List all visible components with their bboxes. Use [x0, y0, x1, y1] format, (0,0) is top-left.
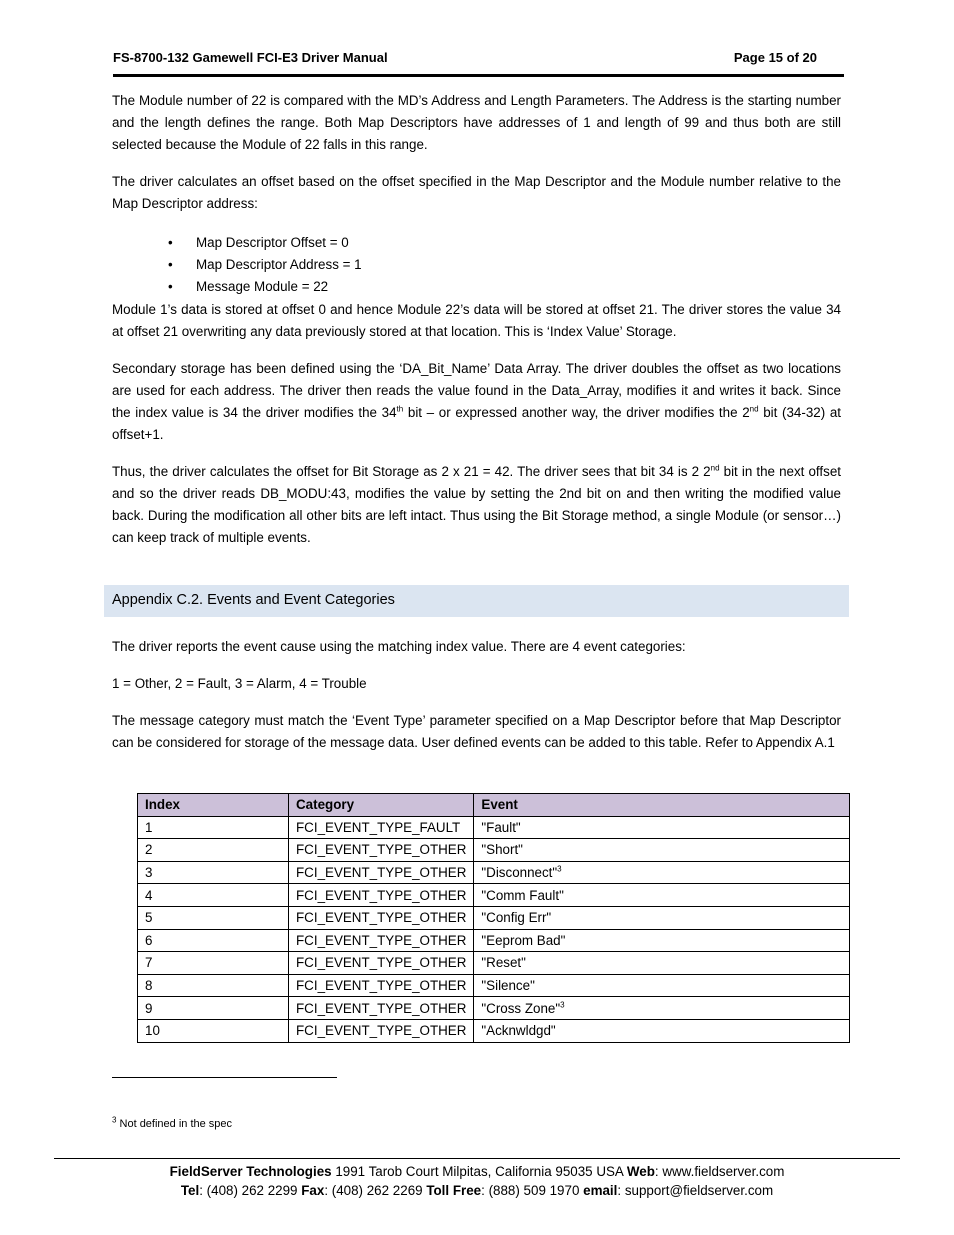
- cell-event: "Reset": [474, 952, 850, 975]
- footer-line-1: FieldServer Technologies 1991 Tarob Court Milpitas, California 95035 USA Web: www.fieldserver.com: [169, 1164, 785, 1179]
- table-row: [138, 816, 850, 839]
- cell-index: 10: [138, 1019, 289, 1042]
- cell-index: 4: [138, 884, 289, 907]
- cell-category: FCI_EVENT_TYPE_OTHER: [289, 974, 474, 997]
- paragraph-secondary-storage: Secondary storage has been defined using the ‘DA_Bit_Name’ Data Array. The driver doubles the offset as two locations are used for each address. The driver then reads the value found in the Data_Array, modifies it and writes it back. Since the index value is 34 the driver modifies the 34th bit – or expressed another way, the driver modifies the 2nd bit (34-32) at offset+1.: [112, 361, 841, 442]
- cell-index: 3: [138, 861, 289, 884]
- cell-index: 6: [138, 929, 289, 952]
- cell-index: 9: [138, 997, 289, 1020]
- event-table: [137, 793, 850, 1043]
- paragraph-event-cause: The driver reports the event cause using the matching index value. There are 4 event categories:: [112, 639, 686, 654]
- table-row: [138, 952, 850, 975]
- paragraph-event-categories: 1 = Other, 2 = Fault, 3 = Alarm, 4 = Trouble: [112, 676, 367, 691]
- table-row: [138, 997, 850, 1020]
- cell-category: FCI_EVENT_TYPE_FAULT: [289, 816, 474, 839]
- table-row: [138, 1019, 850, 1042]
- cell-index: 5: [138, 906, 289, 929]
- bullet-symbol: •: [168, 235, 173, 250]
- bullet-symbol: •: [168, 257, 173, 272]
- table-row: [138, 839, 850, 862]
- cell-index: 1: [138, 816, 289, 839]
- bullet-symbol: •: [168, 279, 173, 294]
- website-link[interactable]: : www.fieldserver.com: [654, 1164, 785, 1179]
- cell-event: "Acknwldgd": [474, 1019, 850, 1042]
- table-header-row: [138, 794, 850, 817]
- footnote: [112, 1115, 233, 1130]
- bullet-item: [168, 254, 362, 276]
- column-header-index: Index: [138, 794, 289, 817]
- table-row: [138, 929, 850, 952]
- bullet-item: [168, 276, 328, 298]
- cell-category: FCI_EVENT_TYPE_OTHER: [289, 952, 474, 975]
- paragraph-module-number: The Module number of 22 is compared with the MD’s Address and Length Parameters. The Address is the starting number and the length defines the range. Both Map Descriptors have addresses of 1 and length of 99 and thus both are still selected because the Module of 22 falls in this range.: [112, 93, 841, 152]
- email-link[interactable]: : support@fieldserver.com: [617, 1183, 774, 1198]
- paragraph-bit-storage: Thus, the driver calculates the offset for Bit Storage as 2 x 21 = 42. The driver sees that bit 34 is 2 2nd bit in the next offset and so the driver reads DB_MODU:43, modifies the value by setting the 2nd bit on and then writing the modified value back. During the modification all other bits are left intact. Thus using the Bit Storage method, a single Module (or sensor…) can keep track of multiple events.: [112, 463, 841, 545]
- cell-event: "Cross Zone"$^3$: [474, 997, 850, 1020]
- cell-index: 2: [138, 839, 289, 862]
- footer-line-2: Tel: (408) 262 2299 Fax: (408) 262 2269 Toll Free: (888) 509 1970 email: support@fieldserver.com: [180, 1183, 774, 1198]
- cell-category: FCI_EVENT_TYPE_OTHER: [289, 861, 474, 884]
- cell-category: FCI_EVENT_TYPE_OTHER: [289, 1019, 474, 1042]
- footer-divider: [54, 1158, 900, 1159]
- cell-index: 7: [138, 952, 289, 975]
- footnote-divider: [112, 1077, 337, 1078]
- cell-event: "Disconnect"$^3$: [474, 861, 850, 884]
- column-header-category: Category: [289, 794, 474, 817]
- cell-event: "Config Err": [474, 906, 850, 929]
- appendix-heading-bar: [104, 585, 849, 617]
- cell-category: FCI_EVENT_TYPE_OTHER: [289, 906, 474, 929]
- cell-category: FCI_EVENT_TYPE_OTHER: [289, 839, 474, 862]
- cell-category: FCI_EVENT_TYPE_OTHER: [289, 929, 474, 952]
- table-row: [138, 861, 850, 884]
- table-row: [138, 906, 850, 929]
- cell-event: "Short": [474, 839, 850, 862]
- cell-event: "Comm Fault": [474, 884, 850, 907]
- page-header: [113, 50, 844, 77]
- paragraph-message-category: The message category must match the ‘Event Type’ parameter specified on a Map Descriptor before that Map Descriptor can be considered for storage of the message data. User defined events can be added to this table. Refer to Appendix A.1: [112, 713, 841, 750]
- cell-event: "Fault": [474, 816, 850, 839]
- cell-event: "Silence": [474, 974, 850, 997]
- table-row: [138, 884, 850, 907]
- cell-category: FCI_EVENT_TYPE_OTHER: [289, 884, 474, 907]
- bullet-text: Map Descriptor Address = 1: [196, 257, 362, 272]
- paragraph-offset-calc: The driver calculates an offset based on the offset specified in the Map Descriptor and the Module number relative to the Map Descriptor address:: [112, 174, 841, 211]
- footnote-ref: 3: [557, 864, 562, 874]
- cell-index: 8: [138, 974, 289, 997]
- footnote-text: Not defined in the spec: [119, 1118, 233, 1130]
- footnote-number: 3: [112, 1115, 117, 1125]
- page-number: Page 15 of 20: [733, 50, 817, 65]
- column-header-event: Event: [474, 794, 850, 817]
- cell-event: "Eeprom Bad": [474, 929, 850, 952]
- bullet-text: Message Module = 22: [196, 279, 329, 294]
- bullet-item: [168, 232, 349, 254]
- document-title: FS-8700-132 Gamewell FCI-E3 Driver Manual: [113, 50, 388, 65]
- footnote-ref: 3: [560, 1000, 565, 1010]
- bullet-text: Map Descriptor Offset = 0: [196, 235, 349, 250]
- table-row: [138, 974, 850, 997]
- paragraph-module-storage: Module 1’s data is stored at offset 0 and hence Module 22’s data will be stored at offset 21. The driver stores the value 34 at offset 21 overwriting any data previously stored at that location. This is ‘Index Value’ Storage.: [112, 302, 841, 339]
- cell-category: FCI_EVENT_TYPE_OTHER: [289, 997, 474, 1020]
- appendix-heading: Appendix C.2. Events and Event Categories: [112, 592, 395, 608]
